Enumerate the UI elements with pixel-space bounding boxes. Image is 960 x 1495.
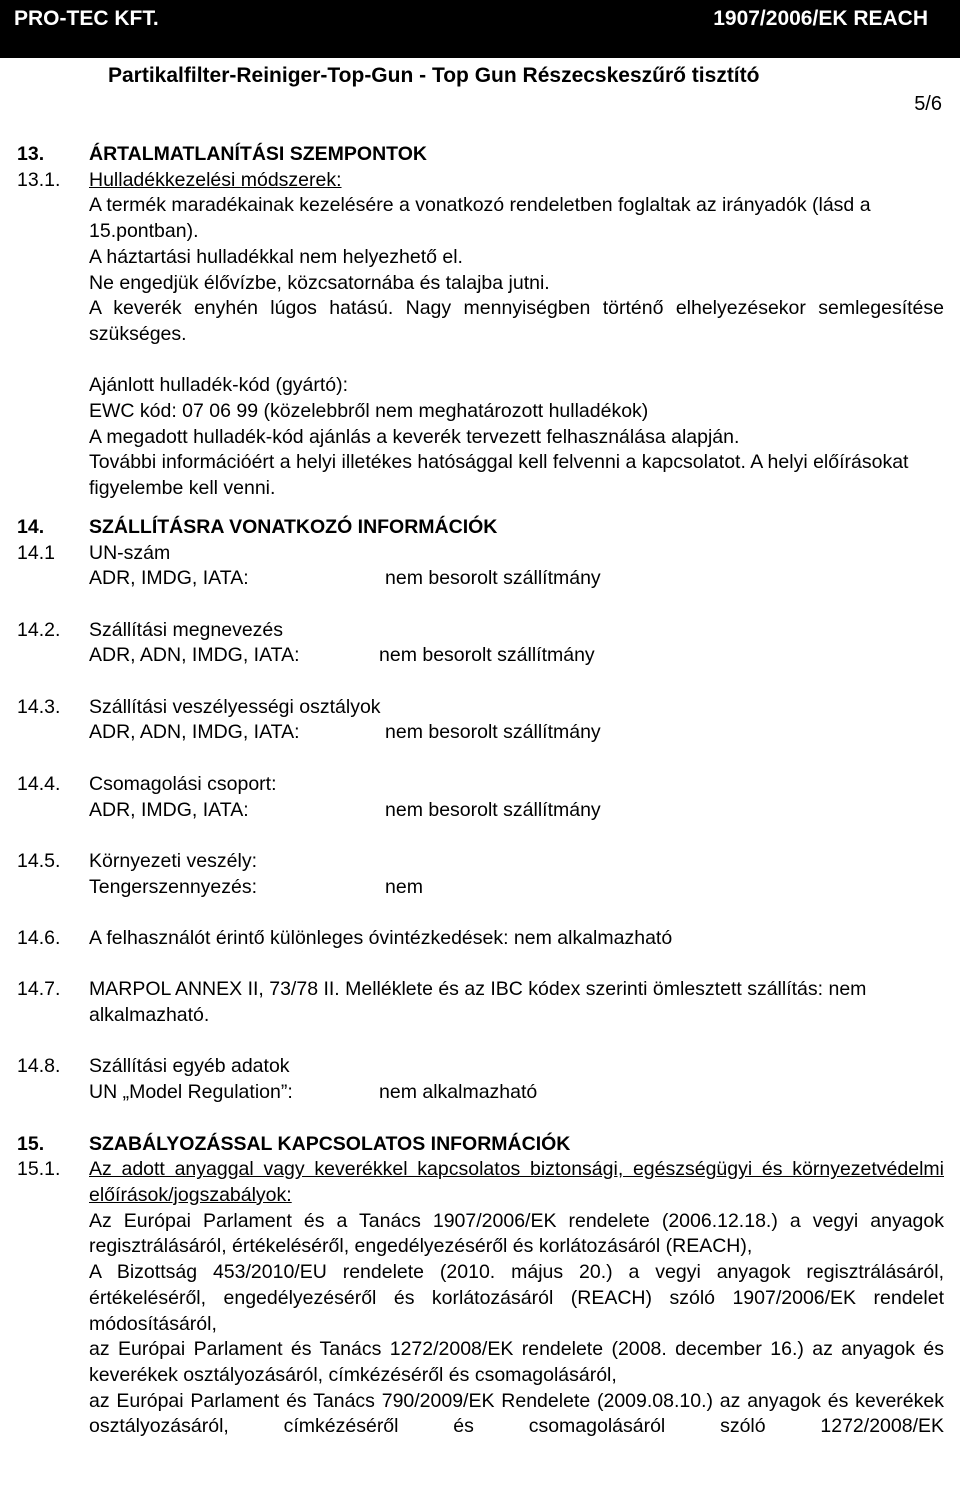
subsection-number: 15.1. xyxy=(17,1158,61,1181)
regulation-paragraph: Az Európai Parlament és a Tanács 1907/2006/EK rendelete (2006.12.18.) a vegyi anyagok regisztrálásáról, értékeléséről, engedélyezéséről és korlátozásáról (REACH), xyxy=(89,1209,944,1258)
section-number: 15. xyxy=(17,1132,45,1155)
section-number: 14. xyxy=(17,515,45,538)
transport-item xyxy=(17,695,944,746)
paragraph: A háztartási hulladékkal nem helyezhető el. xyxy=(89,245,463,268)
item-title: Környezeti veszély: xyxy=(89,849,257,872)
paragraph: A megadott hulladék-kód ajánlás a keverék tervezett felhasználása alapján. xyxy=(89,425,740,448)
item-number: 14.5. xyxy=(17,849,61,872)
item-value: nem besorolt szállítmány xyxy=(385,798,601,821)
item-number: 14.8. xyxy=(17,1055,61,1078)
subsection-title: Az adott anyaggal vagy keverékkel kapcsolatos biztonsági, egészségügyi és környezetvédelmi előírások/jogszabályok: xyxy=(89,1158,944,1206)
section-13-heading xyxy=(17,142,944,168)
regulation-ref: 1907/2006/EK REACH xyxy=(713,7,928,30)
section-title: SZÁLLÍTÁSRA VONATKOZÓ INFORMÁCIÓK xyxy=(89,515,498,538)
transport-item xyxy=(17,849,944,900)
header-bar xyxy=(0,0,960,58)
paragraph: További információért a helyi illetékes hatósággal kell felvenni a kapcsolatot. A helyi előírásokat figyelembe kell venni. xyxy=(89,451,909,500)
item-value: nem besorolt szállítmány xyxy=(385,721,601,744)
item-title: Szállítási egyéb adatok xyxy=(89,1055,290,1078)
item-number: 14.6. xyxy=(17,927,61,949)
transport-item xyxy=(17,541,944,592)
item-key: UN „Model Regulation”: xyxy=(89,1081,293,1104)
subsection-number: 13.1. xyxy=(17,168,61,191)
transport-item xyxy=(17,1054,944,1105)
item-title: Szállítási megnevezés xyxy=(89,618,284,641)
section-number: 13. xyxy=(17,143,45,165)
section-title: ÁRTALMATLANÍTÁSI SZEMPONTOK xyxy=(89,143,427,165)
item-number: 14.4. xyxy=(17,772,61,795)
paragraph: A keverék enyhén lúgos hatású. Nagy mennyiségben történő elhelyezésekor semlegesítése szükséges. xyxy=(89,297,944,345)
paragraph: Ne engedjük élővízbe, közcsatornába és talajba jutni. xyxy=(89,271,550,294)
document-body xyxy=(17,142,944,1440)
subsection-13-1 xyxy=(17,168,944,502)
regulation-paragraph: A Bizottság 453/2010/EU rendelete (2010. május 20.) a vegyi anyagok regisztrálásáról, értékeléséről, engedélyezéséről és korlátozásáról (REACH) szóló 1907/2006/EK rendelet módosításáról, xyxy=(89,1261,944,1335)
section-14-heading xyxy=(17,515,944,541)
ewc-code: EWC kód: 07 06 99 (közelebbről nem meghatározott hulladékok) xyxy=(89,400,649,423)
company-name: PRO-TEC KFT. xyxy=(14,7,159,30)
item-value: nem alkalmazható xyxy=(379,1081,538,1104)
paragraph: A termék maradékainak kezelésére a vonatkozó rendeletben foglaltak az irányadók (lásd a 15.pontban). xyxy=(89,194,871,243)
transport-item xyxy=(17,772,944,823)
regulation-paragraph: az Európai Parlament és Tanács 1272/2008/EK rendelete (2008. december 16.) az anyagok és keverékek osztályozásáról, címkézéséről és csomagolásáról, xyxy=(89,1338,944,1386)
item-key: ADR, IMDG, IATA: xyxy=(89,798,249,821)
item-value: nem besorolt szállítmány xyxy=(385,567,601,590)
item-title: Csomagolási csoport: xyxy=(89,772,277,795)
item-number: 14.2. xyxy=(17,618,61,641)
item-title: Szállítási veszélyességi osztályok xyxy=(89,695,381,718)
section-title: SZABÁLYOZÁSSAL KAPCSOLATOS INFORMÁCIÓK xyxy=(89,1132,571,1155)
item-key: ADR, ADN, IMDG, IATA: xyxy=(89,644,300,667)
item-title: UN-szám xyxy=(89,541,171,564)
item-key: ADR, IMDG, IATA: xyxy=(89,567,249,590)
section-15-heading xyxy=(17,1132,944,1158)
item-key: ADR, ADN, IMDG, IATA: xyxy=(89,721,300,744)
item-value: nem besorolt szállítmány xyxy=(379,644,595,667)
item-number: 14.1 xyxy=(17,541,55,564)
item-number: 14.3. xyxy=(17,695,61,718)
item-text: MARPOL ANNEX II, 73/78 II. Melléklete és az IBC kódex szerinti ömlesztett szállítás: nem alkalmazható. xyxy=(89,978,867,1027)
item-number: 14.7. xyxy=(17,978,61,1001)
subsection-15-1 xyxy=(17,1157,944,1440)
waste-code-label: Ajánlott hulladék-kód (gyártó): xyxy=(89,374,349,397)
product-name: Partikalfilter-Reiniger-Top-Gun - Top Gun Részecskeszűrő tisztító xyxy=(108,64,760,87)
transport-item xyxy=(17,618,944,669)
page-number: 5/6 xyxy=(914,93,942,115)
item-text: A felhasználót érintő különleges óvintézkedések: nem alkalmazható xyxy=(89,927,673,949)
regulation-paragraph: az Európai Parlament és Tanács 790/2009/EK Rendelete (2009.08.10.) az anyagok és keverékek osztályozásáról, címkézéséről és csomagolásáról szóló 1272/2008/EK xyxy=(89,1389,944,1438)
item-value: nem xyxy=(385,875,423,898)
item-key: Tengerszennyezés: xyxy=(89,875,258,898)
subsection-title: Hulladékkezelési módszerek: xyxy=(89,168,342,191)
transport-item xyxy=(17,926,944,952)
transport-item xyxy=(17,977,944,1028)
